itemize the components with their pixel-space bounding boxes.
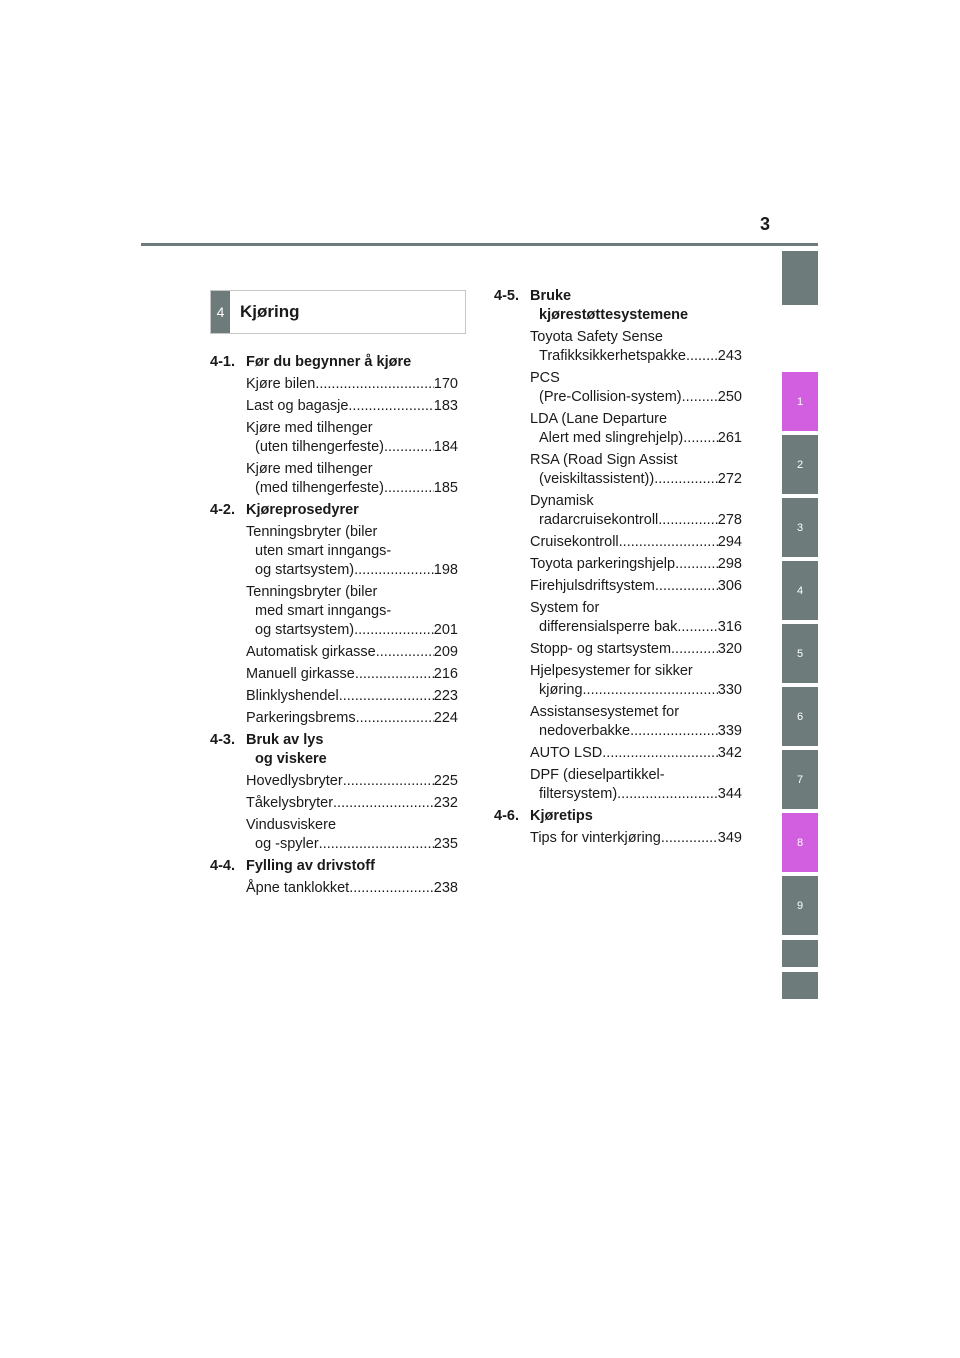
toc-entry-row xyxy=(530,681,742,700)
toc-leader-dots xyxy=(349,879,434,898)
toc-leader-dots xyxy=(333,794,434,813)
toc-leader-dots xyxy=(354,621,434,640)
toc-section-title xyxy=(246,857,458,876)
toc-leader-dots xyxy=(602,744,718,763)
toc-entry[interactable] xyxy=(246,816,458,854)
toc-entry[interactable] xyxy=(530,744,742,763)
toc-entry-text: DPF (dieselpartikkel- xyxy=(530,767,665,783)
toc-entry[interactable] xyxy=(246,794,458,813)
chapter-tab-6[interactable]: 6 xyxy=(782,687,818,746)
chapter-tab-8[interactable]: 8 xyxy=(782,813,818,872)
toc-entry[interactable] xyxy=(246,419,458,457)
toc-entry-page: 344 xyxy=(717,786,742,802)
toc-section-title xyxy=(246,353,458,372)
toc-entry-row xyxy=(246,643,458,662)
toc-entry-row xyxy=(246,561,458,580)
toc-entry-row xyxy=(530,533,742,552)
toc-entry-text: Tenningsbryter (biler xyxy=(246,584,378,600)
toc-entry-text: Tips for vinterkjøring xyxy=(530,830,661,846)
toc-entry-page: 278 xyxy=(717,512,742,528)
chapter-tab-5[interactable]: 5 xyxy=(782,624,818,683)
toc-entry-text: nedoverbakke xyxy=(539,723,631,739)
toc-entry[interactable] xyxy=(530,662,742,700)
toc-leader-dots xyxy=(583,681,718,700)
toc-entry-page: 185 xyxy=(433,480,458,496)
toc-entry-text: Åpne tanklokket xyxy=(246,880,350,896)
toc-section-title-line: og viskere xyxy=(255,751,327,767)
toc-leader-dots xyxy=(686,347,718,366)
toc-section-heading xyxy=(210,731,458,769)
toc-section-heading xyxy=(494,287,742,325)
toc-entry-text: Kjøre med tilhenger xyxy=(246,420,373,436)
toc-leader-dots xyxy=(315,375,433,394)
toc-entry-text: (med tilhengerfeste) xyxy=(255,480,384,496)
toc-leader-dots xyxy=(682,388,718,407)
toc-entry[interactable] xyxy=(530,451,742,489)
toc-entry-row xyxy=(530,555,742,574)
toc-leader-dots xyxy=(354,561,434,580)
toc-section-heading xyxy=(210,501,458,520)
toc-entry-text: Manuell girkasse xyxy=(246,666,355,682)
toc-leader-dots xyxy=(384,479,434,498)
toc-leader-dots xyxy=(617,785,718,804)
toc-entry-page: 298 xyxy=(717,556,742,572)
toc-entry-text: og -spyler xyxy=(255,836,319,852)
toc-section-number: 4-6. xyxy=(494,808,519,824)
toc-entry-row xyxy=(246,687,458,706)
toc-entry-text: Toyota Safety Sense xyxy=(530,329,663,345)
toc-entry-page: 339 xyxy=(717,723,742,739)
toc-entry-text: Kjøre bilen xyxy=(246,376,316,392)
toc-entry-row xyxy=(530,785,742,804)
toc-entry-page: 316 xyxy=(717,619,742,635)
toc-entry[interactable] xyxy=(246,643,458,662)
toc-section-title-line: Bruk av lys xyxy=(246,732,324,748)
toc-section-title xyxy=(530,807,742,826)
toc-entry-text: radarcruisekontroll xyxy=(539,512,659,528)
toc-entry[interactable] xyxy=(530,328,742,366)
toc-entry-page: 320 xyxy=(717,641,742,657)
toc-entry-text: Vindusviskere xyxy=(246,817,337,833)
chapter-tab-blank[interactable] xyxy=(782,940,818,967)
toc-entry-page: 183 xyxy=(433,398,458,414)
toc-leader-dots xyxy=(355,665,434,684)
toc-entry-page: 349 xyxy=(717,830,742,846)
toc-entry-text: Firehjulsdriftsystem xyxy=(530,578,655,594)
toc-entry[interactable] xyxy=(530,492,742,530)
toc-leader-dots xyxy=(348,397,433,416)
chapter-tab-9[interactable]: 9 xyxy=(782,876,818,935)
header-rule xyxy=(141,243,818,246)
toc-entry-row xyxy=(246,794,458,813)
toc-entry-text: Dynamisk xyxy=(530,493,594,509)
toc-entry-text: LDA (Lane Departure xyxy=(530,411,668,427)
toc-entry-text: kjøring xyxy=(539,682,583,698)
toc-entry[interactable] xyxy=(530,577,742,596)
toc-entry-page: 261 xyxy=(717,430,742,446)
toc-entry-row xyxy=(246,772,458,791)
toc-section-title-line: Fylling av drivstoff xyxy=(246,858,375,874)
toc-entry-page: 232 xyxy=(433,795,458,811)
toc-entry-page: 209 xyxy=(433,644,458,660)
toc-entry-row xyxy=(530,744,742,763)
toc-entry-text: Kjøre med tilhenger xyxy=(246,461,373,477)
toc-entry-text: (veiskiltassistent)) xyxy=(539,471,655,487)
toc-entry-text: RSA (Road Sign Assist xyxy=(530,452,678,468)
toc-entry-text: Parkeringsbrems xyxy=(246,710,356,726)
toc-leader-dots xyxy=(319,835,434,854)
toc-entry[interactable] xyxy=(246,687,458,706)
toc-section-title-line: Bruke xyxy=(530,288,572,304)
toc-entry-page: 170 xyxy=(433,376,458,392)
toc-entry-row xyxy=(530,388,742,407)
toc-leader-dots xyxy=(339,687,434,706)
toc-entry-page: 216 xyxy=(433,666,458,682)
toc-entry-row xyxy=(246,375,458,394)
toc-entry-page: 243 xyxy=(717,348,742,364)
toc-entry-text: Cruisekontroll xyxy=(530,534,619,550)
toc-section-number: 4-1. xyxy=(210,354,235,370)
toc-entry[interactable] xyxy=(530,829,742,848)
toc-section-heading xyxy=(210,857,458,876)
toc-entry-text: Toyota parkeringshjelp xyxy=(530,556,676,572)
toc-entry-text: Tåkelysbryter xyxy=(246,795,334,811)
toc-entry-page: 225 xyxy=(433,773,458,789)
toc-entry[interactable] xyxy=(530,640,742,659)
toc-entry-page: 238 xyxy=(433,880,458,896)
toc-leader-dots xyxy=(683,429,718,448)
toc-entry-text: AUTO LSD xyxy=(530,745,603,761)
toc-entry[interactable] xyxy=(530,555,742,574)
toc-leader-dots xyxy=(654,470,718,489)
chapter-tab-7[interactable]: 7 xyxy=(782,750,818,809)
toc-entry[interactable] xyxy=(246,772,458,791)
toc-entry-page: 198 xyxy=(433,562,458,578)
chapter-title: Kjøring xyxy=(240,302,300,321)
toc-entry-text: og startsystem) xyxy=(255,622,355,638)
toc-entry-row xyxy=(530,347,742,366)
toc-column-right xyxy=(494,287,742,851)
toc-entry-row xyxy=(530,511,742,530)
toc-entry-row xyxy=(246,397,458,416)
toc-entry-row xyxy=(246,438,458,457)
toc-entry-page: 272 xyxy=(717,471,742,487)
toc-column-left xyxy=(210,353,458,901)
toc-entry[interactable] xyxy=(246,460,458,498)
toc-entry-page: 330 xyxy=(717,682,742,698)
toc-leader-dots xyxy=(384,438,434,457)
toc-entry-row xyxy=(530,577,742,596)
toc-entry-row xyxy=(246,709,458,728)
toc-entry[interactable] xyxy=(530,599,742,637)
toc-section-heading xyxy=(494,807,742,826)
toc-entry[interactable] xyxy=(246,523,458,580)
toc-entry-text: og startsystem) xyxy=(255,562,355,578)
toc-entry-page: 250 xyxy=(717,389,742,405)
toc-leader-dots xyxy=(619,533,718,552)
toc-entry-text: Stopp- og startsystem xyxy=(530,641,672,657)
toc-leader-dots xyxy=(343,772,434,791)
toc-entry-text: differensialsperre bak xyxy=(539,619,678,635)
toc-entry-text: filtersystem) xyxy=(539,786,618,802)
toc-entry-text: Hovedlysbryter xyxy=(246,773,343,789)
toc-section-title-line: kjørestøttesystemene xyxy=(539,307,689,323)
toc-entry-page: 223 xyxy=(433,688,458,704)
toc-leader-dots xyxy=(661,829,718,848)
toc-entry[interactable] xyxy=(530,766,742,804)
chapter-tab-1[interactable]: 1 xyxy=(782,372,818,431)
toc-section-title xyxy=(246,731,458,769)
toc-section-title-line: Før du begynner å kjøre xyxy=(246,354,412,370)
toc-entry-page: 294 xyxy=(717,534,742,550)
toc-section-title-line: Kjøreprosedyrer xyxy=(246,502,359,518)
toc-section-number: 4-2. xyxy=(210,502,235,518)
toc-section-title-line: Kjøretips xyxy=(530,808,593,824)
toc-entry[interactable] xyxy=(246,583,458,640)
toc-entry-row xyxy=(246,665,458,684)
toc-section-number: 4-3. xyxy=(210,732,235,748)
toc-entry-row xyxy=(246,879,458,898)
toc-entry-text: Alert med slingrehjelp) xyxy=(539,430,684,446)
chapter-number: 4 xyxy=(211,291,230,333)
toc-entry-page: 306 xyxy=(717,578,742,594)
chapter-tab-3[interactable]: 3 xyxy=(782,498,818,557)
chapter-heading xyxy=(210,290,466,334)
toc-entry-text: med smart inngangs- xyxy=(255,603,392,619)
toc-entry-text: Automatisk girkasse xyxy=(246,644,376,660)
toc-entry[interactable] xyxy=(530,703,742,741)
toc-entry-page: 184 xyxy=(433,439,458,455)
toc-leader-dots xyxy=(675,555,718,574)
chapter-tab-blank[interactable] xyxy=(782,251,818,305)
toc-leader-dots xyxy=(356,709,434,728)
toc-entry-page: 235 xyxy=(433,836,458,852)
toc-entry-page: 342 xyxy=(717,745,742,761)
toc-entry[interactable] xyxy=(246,665,458,684)
toc-entry-text: (uten tilhengerfeste) xyxy=(255,439,384,455)
toc-entry[interactable] xyxy=(530,410,742,448)
toc-entry[interactable] xyxy=(246,397,458,416)
toc-entry-page: 201 xyxy=(433,622,458,638)
toc-section-number: 4-4. xyxy=(210,858,235,874)
toc-section-number: 4-5. xyxy=(494,288,519,304)
toc-section-heading xyxy=(210,353,458,372)
toc-entry-text: Blinklyshendel xyxy=(246,688,339,704)
toc-section-title xyxy=(246,501,458,520)
toc-entry-text: Tenningsbryter (biler xyxy=(246,524,378,540)
toc-entry-row xyxy=(530,640,742,659)
toc-entry-row xyxy=(246,479,458,498)
toc-entry-row xyxy=(530,429,742,448)
toc-entry-row xyxy=(530,722,742,741)
toc-entry-text: (Pre-Collision-system) xyxy=(539,389,682,405)
toc-entry-text: PCS xyxy=(530,370,560,386)
toc-entry-row xyxy=(530,470,742,489)
toc-entry-text: Last og bagasje xyxy=(246,398,349,414)
toc-entry[interactable] xyxy=(530,369,742,407)
toc-entry-text: System for xyxy=(530,600,600,616)
chapter-tab-2[interactable]: 2 xyxy=(782,435,818,494)
toc-leader-dots xyxy=(671,640,718,659)
toc-entry-text: Hjelpesystemer for sikker xyxy=(530,663,693,679)
toc-leader-dots xyxy=(376,643,434,662)
toc-entry-row xyxy=(246,621,458,640)
toc-entry-row xyxy=(530,618,742,637)
toc-entry[interactable] xyxy=(246,709,458,728)
toc-leader-dots xyxy=(655,577,718,596)
toc-entry-page: 224 xyxy=(433,710,458,726)
page-number: 3 xyxy=(760,214,771,234)
toc-leader-dots xyxy=(630,722,718,741)
chapter-tab-blank[interactable] xyxy=(782,972,818,999)
toc-entry[interactable] xyxy=(246,879,458,898)
toc-entry-row xyxy=(530,829,742,848)
toc-leader-dots xyxy=(677,618,717,637)
toc-entry-text: Trafikksikkerhetspakke xyxy=(539,348,686,364)
toc-section-title xyxy=(530,287,742,325)
toc-entry-row xyxy=(246,835,458,854)
toc-entry-text: Assistansesystemet for xyxy=(530,704,680,720)
toc-entry[interactable] xyxy=(246,375,458,394)
toc-entry[interactable] xyxy=(530,533,742,552)
chapter-tab-4[interactable]: 4 xyxy=(782,561,818,620)
toc-leader-dots xyxy=(658,511,718,530)
toc-entry-text: uten smart inngangs- xyxy=(255,543,392,559)
